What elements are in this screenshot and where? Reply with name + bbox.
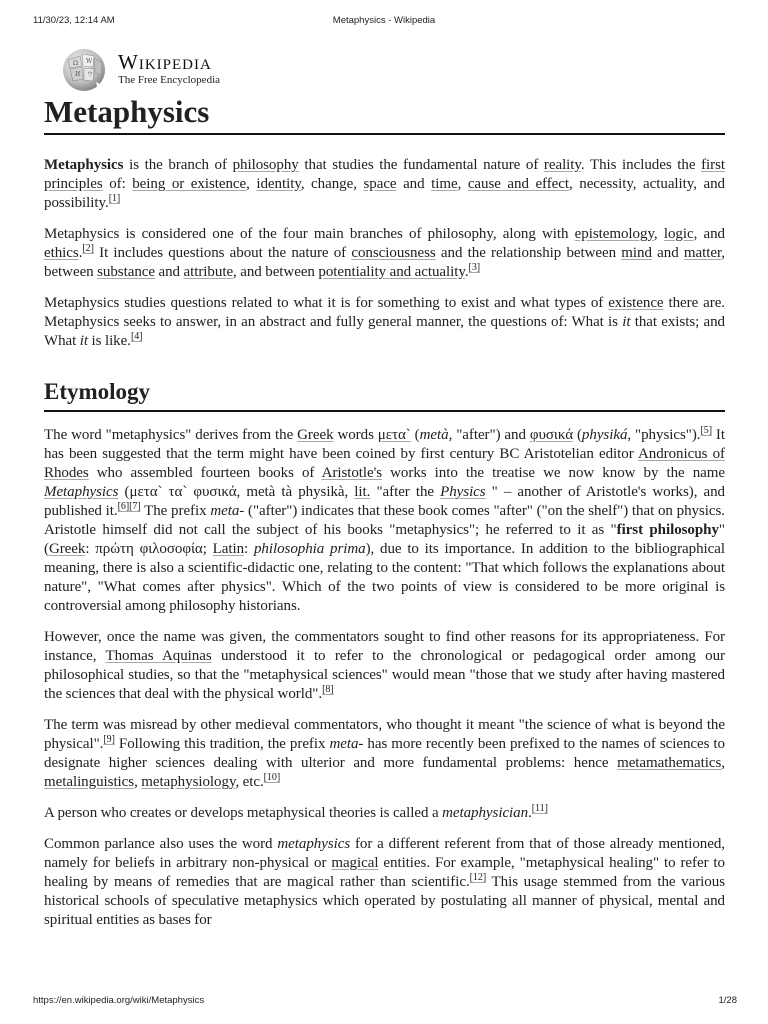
citation-7[interactable]: [7] (129, 501, 141, 512)
citation-4[interactable]: [4] (130, 331, 143, 342)
svg-text:ウ: ウ (87, 71, 94, 78)
link-being-or-existence[interactable]: being or existence (132, 176, 247, 192)
svg-text:И: И (75, 71, 81, 78)
link-magical[interactable]: magical (331, 855, 379, 871)
link-andronicus-of-rhodes[interactable]: Andronicus of Rhodes (44, 446, 725, 481)
link-ethics[interactable]: ethics (44, 245, 79, 261)
wikipedia-wordmark: Wikipedia (118, 50, 212, 74)
citation-6[interactable]: [6] (117, 501, 130, 512)
print-page-title: Metaphysics - Wikipedia (332, 15, 436, 26)
link-metaphysiology[interactable]: metaphysiology (141, 774, 236, 790)
link-metalinguistics[interactable]: metalinguistics (44, 774, 135, 790)
print-header (0, 15, 768, 29)
wikipedia-globe-icon (60, 46, 112, 94)
citation-1[interactable]: [1] (108, 193, 121, 204)
citation-2[interactable]: [2] (82, 243, 94, 254)
etymology-paragraph-3: The term was misread by other medieval commentators, who thought it meant "the science of what is beyond the physical".[9] Following this tradition, the prefix meta- has more recently been prefixed to the names of sciences to designate higher sciences dealing with ulterior and more fundamental problems: hence metamathematics, metalinguistics, metaphysiology, etc.[10] (44, 717, 725, 790)
link-lit[interactable]: lit. (354, 484, 371, 500)
link-physika-greek[interactable]: φυσικά (529, 427, 574, 443)
link-reality[interactable]: reality (543, 157, 581, 173)
citation-5[interactable]: [5] (700, 425, 712, 436)
link-identity[interactable]: identity (256, 176, 301, 192)
link-physics-aristotle[interactable]: Physics (440, 484, 486, 500)
link-time[interactable]: time (431, 176, 458, 192)
svg-text:Ω: Ω (73, 60, 78, 67)
link-potentiality-and-actuality[interactable]: potentiality and actuality (318, 264, 465, 280)
svg-text:W: W (86, 58, 93, 65)
link-existence[interactable]: existence (608, 295, 664, 311)
print-page-number: 1/28 (718, 995, 737, 1006)
print-url: https://en.wikipedia.org/wiki/Metaphysics (33, 995, 205, 1006)
link-epistemology[interactable]: epistemology (574, 226, 654, 242)
citation-10[interactable]: [10] (263, 772, 281, 783)
link-meta-greek[interactable]: μετα` (377, 427, 411, 443)
link-substance[interactable]: substance (97, 264, 155, 280)
wikipedia-logo[interactable] (60, 46, 260, 90)
link-mind[interactable]: mind (621, 245, 652, 261)
citation-8[interactable]: [8] (322, 684, 334, 695)
link-cause-and-effect[interactable]: cause and effect (467, 176, 570, 192)
page-title: Metaphysics (44, 92, 725, 135)
citation-11[interactable]: [11] (531, 803, 548, 814)
link-logic[interactable]: logic (663, 226, 694, 242)
etymology-paragraph-5: Common parlance also uses the word metaphysics for a different referent from that of those already mentioned, namely for beliefs in arbitrary non-physical or magical entities. For example, "metaphysical healing" to refer to healing by means of remedies that are magical rather than scientific.[12] This usage stemmed from the various historical schools of speculative metaphysics which operated by postulating all manner of physical, mental and spiritual entities as bases for (44, 836, 725, 928)
intro-paragraph-1: Metaphysics is the branch of philosophy that studies the fundamental nature of reality. This includes the first principles of: being or existence, identity, change, space and time, cause and effect, necessity, actuality, and possibility.[1] (44, 157, 725, 211)
print-datetime: 11/30/23, 12:14 AM (33, 15, 115, 26)
citation-12[interactable]: [12] (469, 872, 487, 883)
link-metaphysics-aristotle[interactable]: Metaphysics (44, 484, 119, 500)
wikipedia-tagline: The Free Encyclopedia (118, 74, 221, 86)
intro-paragraph-2: Metaphysics is considered one of the four main branches of philosophy, along with epistemology, logic, and ethics.[2] It includes questions about the nature of consciousness and the relationship between mind and matter, between substance and attribute, and between potentiality and actuality.[3] (44, 226, 725, 280)
etymology-paragraph-2: However, once the name was given, the commentators sought to find other reasons for its appropriateness. For instance, Thomas Aquinas understood it to refer to the chronological or pedagogical order among our philosophical studies, so that the "metaphysical sciences" would mean "those that we study after having mastered the sciences that deal with the physical world".[8] (44, 629, 725, 702)
link-matter[interactable]: matter (683, 245, 722, 261)
link-first-principles[interactable]: first principles (44, 157, 725, 192)
link-greek-language[interactable]: Greek (48, 541, 86, 557)
link-philosophy[interactable]: philosophy (232, 157, 299, 173)
etymology-paragraph-4: A person who creates or develops metaphysical theories is called a metaphysician.[11] (44, 803, 548, 821)
citation-9[interactable]: [9] (103, 734, 115, 745)
intro-paragraph-3: Metaphysics studies questions related to what it is for something to exist and what types of existence there are. Metaphysics seeks to answer, in an abstract and fully general manner, the questions of: What is it that exists; and What it is like.[4] (44, 295, 726, 349)
link-thomas-aquinas[interactable]: Thomas Aquinas (105, 648, 212, 664)
etymology-heading: Etymology (44, 377, 725, 412)
link-attribute[interactable]: attribute (183, 264, 234, 280)
citation-3[interactable]: [3] (468, 262, 481, 273)
link-metamathematics[interactable]: metamathematics (617, 755, 722, 771)
article-content (44, 92, 725, 930)
link-consciousness[interactable]: consciousness (351, 245, 436, 261)
link-aristotle[interactable]: Aristotle's (321, 465, 383, 481)
link-greek[interactable]: Greek (297, 427, 334, 443)
etymology-paragraph-1: The word "metaphysics" derives from the Greek words μετα` (metà, "after") and φυσικά (physiká, "physics").[5] It has been suggested that the term might have been coined by first century BC Aristotelian editor Andronicus of Rhodes who assembled fourteen books of Aristotle's works into the treatise we now know by the name Metaphysics (μετα` τα` φυσικά, metà tà physikà, lit. "after the Physics " – another of Aristotle's works), and published it.[6][7] The prefix meta- ("after") indicates that these book comes "after" ("on the shelf") that on physics. Aristotle himself did not call the subject of his books "metaphysics"; he referred to it as "first philosophy" (Greek: πρώτη φιλοσοφία; Latin: philosophia prima), due to its importance. In addition to the bibliographical meaning, there is also a scientific-didactic one, relating to the content: "That which follows the explanations about nature", "What comes after physics". Which of the two points of view is considered to be more original is controversial among philosophy historians. (44, 425, 725, 614)
print-footer (0, 995, 768, 1009)
link-space[interactable]: space (363, 176, 397, 192)
link-latin[interactable]: Latin (212, 541, 245, 557)
